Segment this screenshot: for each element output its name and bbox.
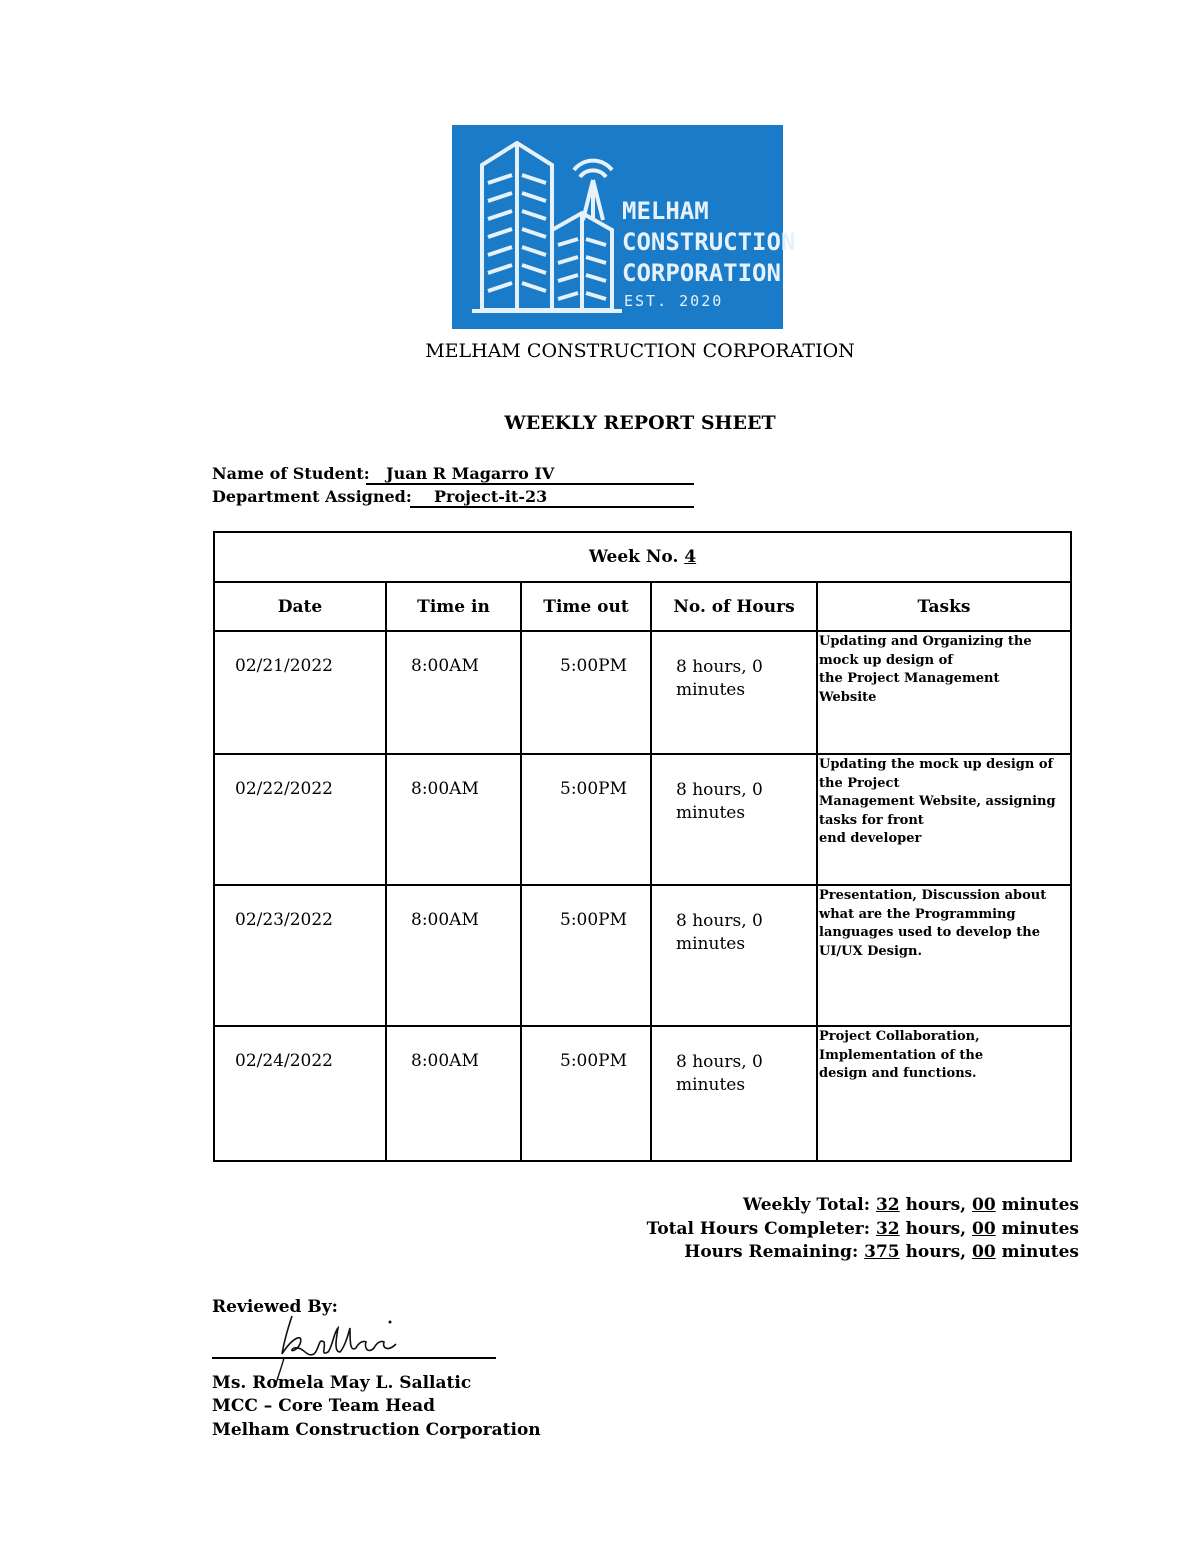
task-line: Project Collaboration, (819, 1029, 980, 1044)
task-line: UI/UX Design. (819, 943, 922, 959)
task-line: the Project (819, 775, 900, 791)
col-header-time-out: Time out (521, 582, 651, 631)
row-time-in: 8:00AM (411, 910, 479, 930)
reviewer-name: Ms. Romela May L. Sallatic (212, 1373, 472, 1393)
row-tasks (818, 632, 1070, 707)
col-header-hours: No. of Hours (651, 582, 817, 631)
col-header-time-in: Time in (386, 582, 521, 631)
report-title: WEEKLY REPORT SHEET (504, 412, 776, 434)
logo-text-line1: MELHAM (622, 197, 709, 225)
company-title: MELHAM CONSTRUCTION CORPORATION (425, 340, 855, 362)
row-date: 02/22/2022 (235, 779, 333, 799)
table-row (214, 885, 1071, 1026)
week-label: Week No. (588, 547, 679, 567)
minutes-word: minutes (1001, 1219, 1079, 1239)
row-time-in: 8:00AM (411, 1051, 479, 1071)
task-line: Implementation of the (819, 1047, 984, 1063)
row-time-in: 8:00AM (411, 779, 479, 799)
row-time-out: 5:00PM (560, 1051, 628, 1071)
row-tasks (818, 886, 1070, 961)
department-label: Department Assigned: (212, 487, 412, 506)
row-time-in: 8:00AM (411, 656, 479, 676)
company-logo (452, 125, 783, 329)
row-hours: 8 hours, 0 minutes (676, 1052, 763, 1095)
row-date: 02/23/2022 (235, 910, 333, 930)
total-completed-minutes: 00 (972, 1219, 996, 1239)
row-time-out: 5:00PM (560, 656, 628, 676)
week-number-header (214, 532, 1071, 582)
task-line: design and functions. (819, 1066, 977, 1081)
hours-remaining-label: Hours Remaining: (684, 1242, 859, 1262)
student-name-label: Name of Student: (212, 464, 370, 483)
table-row (214, 754, 1071, 885)
weekly-total-minutes: 00 (972, 1195, 996, 1215)
hours-remaining (684, 1242, 1079, 1262)
reviewer-organization: Melham Construction Corporation (212, 1420, 541, 1440)
row-date: 02/24/2022 (235, 1051, 333, 1071)
hours-word: hours, (905, 1242, 967, 1262)
task-line: tasks for front (819, 812, 924, 828)
table-row (214, 1026, 1071, 1161)
weekly-total-hours: 32 (875, 1195, 900, 1215)
task-line: Presentation, Discussion about (819, 888, 1047, 903)
row-hours: 8 hours, 0 minutes (676, 780, 763, 823)
row-hours: 8 hours, 0 minutes (676, 911, 763, 954)
col-header-tasks: Tasks (817, 582, 1071, 631)
student-name-value: Juan R Magarro IV (386, 464, 555, 483)
task-line: what are the Programming (819, 906, 1016, 922)
hours-remaining-minutes: 00 (972, 1242, 996, 1262)
row-time-out: 5:00PM (560, 910, 628, 930)
row-tasks (818, 755, 1070, 849)
logo-text-line2: CONSTRUCTION (622, 228, 796, 256)
department-line (410, 506, 694, 508)
hours-word: hours, (905, 1219, 967, 1239)
row-tasks (818, 1027, 1070, 1084)
total-completed-label: Total Hours Completer: (646, 1219, 871, 1239)
total-completed-hours: 32 (875, 1219, 900, 1239)
hours-word: hours, (905, 1195, 967, 1215)
task-line: mock up design of (819, 652, 953, 668)
task-line: languages used to develop the (819, 925, 1040, 940)
task-line: Management Website, assigning (819, 794, 1056, 809)
logo-text-line3: CORPORATION (622, 259, 781, 287)
reviewed-by-label: Reviewed By: (212, 1297, 338, 1317)
week-number: 4 (684, 547, 697, 567)
task-line: Website (819, 689, 877, 705)
weekly-total-label: Weekly Total: (743, 1195, 871, 1215)
table-row (214, 631, 1071, 754)
row-date: 02/21/2022 (235, 656, 333, 676)
minutes-word: minutes (1001, 1195, 1079, 1215)
student-name-line (366, 483, 694, 485)
task-line: the Project Management (819, 671, 1000, 686)
weekly-total (743, 1195, 1079, 1215)
logo-est: EST. 2020 (624, 292, 724, 310)
task-line: Updating and Organizing the (819, 634, 1032, 649)
minutes-word: minutes (1001, 1242, 1079, 1262)
row-time-out: 5:00PM (560, 779, 628, 799)
task-line: end developer (819, 831, 922, 846)
department-value: Project-it-23 (434, 487, 548, 506)
building-icon (452, 125, 783, 329)
row-hours: 8 hours, 0 minutes (676, 657, 763, 700)
total-completed (647, 1219, 1079, 1239)
col-header-date: Date (214, 582, 386, 631)
hours-remaining-hours: 375 (864, 1242, 900, 1262)
weekly-report-table (213, 531, 1072, 1162)
task-line: Updating the mock up design of (819, 757, 1054, 772)
reviewer-position: MCC – Core Team Head (212, 1396, 435, 1416)
signature-line (212, 1357, 496, 1359)
